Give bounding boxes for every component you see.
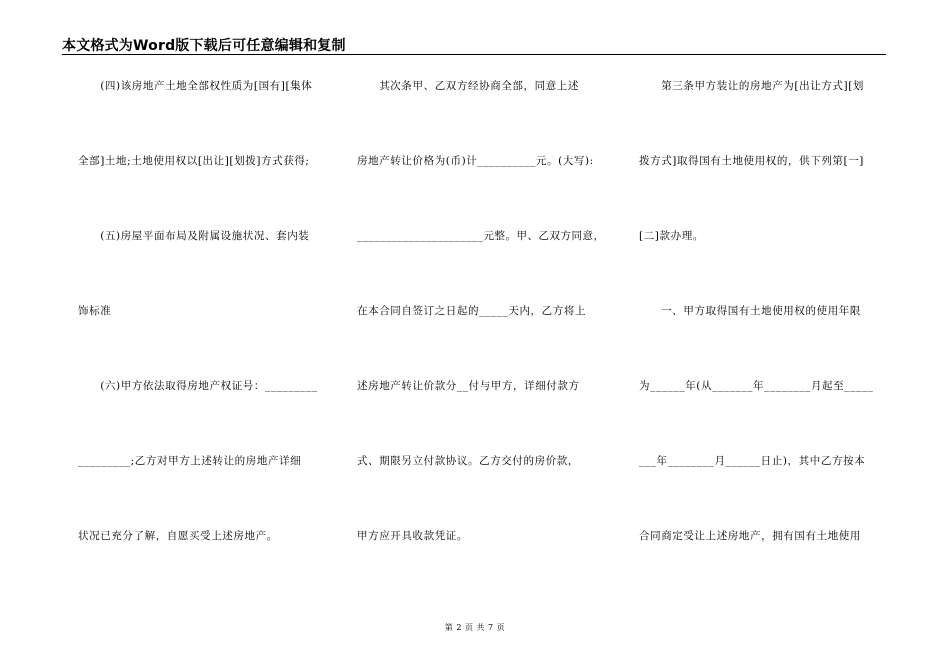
text-line: 房地产转让价格为(币)计__________元。(大写): bbox=[357, 155, 594, 167]
text-line: 述房地产转让价款分__付与甲方，详细付款方 bbox=[357, 380, 580, 392]
text-line: [二]款办理。 bbox=[639, 230, 704, 242]
text-line: (六)甲方依法取得房地产权证号：_________ bbox=[78, 380, 318, 392]
text-line: 合同商定受让上述房地产，拥有国有土地使用 bbox=[639, 530, 861, 542]
text-line: 甲方应开具收款凭证。 bbox=[357, 530, 468, 542]
text-column-1 bbox=[78, 0, 328, 672]
text-line: 拨方式]取得国有土地使用权的，供下列第[一] bbox=[639, 155, 864, 167]
text-line: (四)该房地产土地全部权性质为[国有][集体 bbox=[78, 80, 313, 92]
text-line: 一、甲方取得国有土地使用权的使用年限 bbox=[639, 305, 861, 317]
text-line: 式、期限另立付款协议。乙方交付的房价款， bbox=[357, 455, 579, 467]
text-line: 为______年(从_______年________月起至_____ bbox=[639, 380, 874, 392]
text-line: 饰标准 bbox=[78, 305, 112, 317]
header-title: 本文格式为Word版下载后可任意编辑和复制 bbox=[62, 38, 346, 54]
text-line: ___年________月______日止)，其中乙方按本 bbox=[639, 455, 866, 467]
text-line: 第三条甲方装让的房地产为[出让方式][划 bbox=[639, 80, 864, 92]
text-column-3 bbox=[639, 0, 889, 672]
text-line: 其次条甲、乙双方经协商全部，同意上述 bbox=[357, 80, 579, 92]
page-number: 第 2 页 共 7 页 bbox=[444, 623, 506, 632]
text-line: 状况已充分了解，自愿买受上述房地产。 bbox=[78, 530, 278, 542]
text-line: (五)房屋平面布局及附属设施状况、套内装 bbox=[78, 230, 310, 242]
text-line: 全部]土地;土地使用权以[出让][划拨]方式获得; bbox=[78, 155, 310, 167]
text-column-2 bbox=[357, 0, 607, 672]
text-line: ______________________元整。甲、乙双方同意， bbox=[357, 230, 605, 242]
text-line: _________;乙方对甲方上述转让的房地产详细 bbox=[78, 455, 302, 467]
text-line: 在本合同自签订之日起的_____天内，乙方将上 bbox=[357, 305, 587, 317]
